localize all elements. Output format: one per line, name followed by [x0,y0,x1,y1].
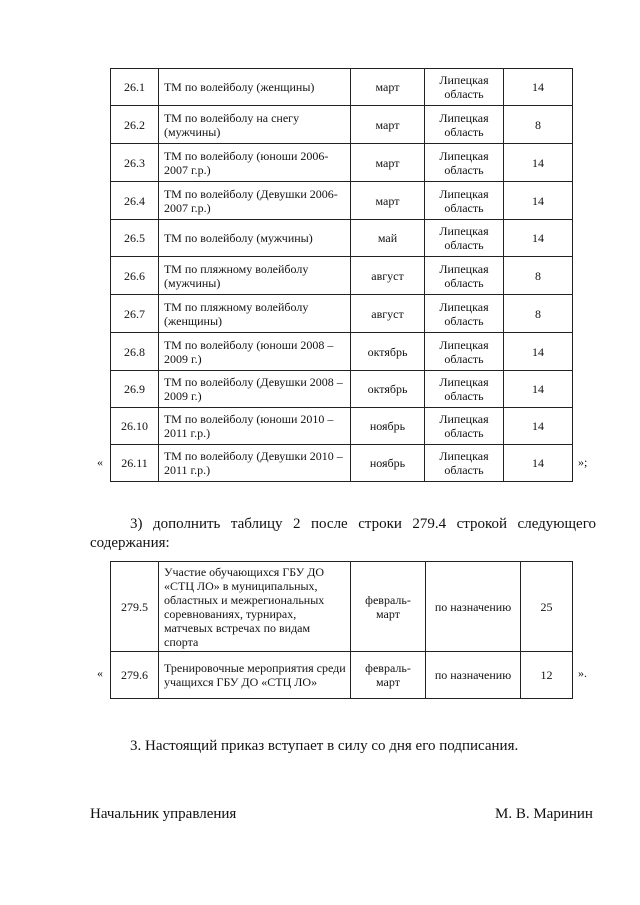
event-month: август [351,257,425,295]
event-place [425,220,504,257]
event-name: ТМ по волейболу (Девушки 2008 – 2009 г.) [159,371,351,408]
table-row [111,257,573,295]
event-place [425,295,504,333]
table-row [111,333,573,371]
participation-table [110,561,573,699]
event-place-line: область [444,275,484,290]
participant-count: 14 [504,408,573,445]
event-place [425,445,504,482]
event-month: май [351,220,425,257]
row-number: 26.9 [111,371,159,408]
event-place-line: область [444,351,484,366]
event-place-line: область [444,463,484,477]
event-month: ноябрь [351,445,425,482]
participant-count: 14 [504,445,573,482]
event-month: август [351,295,425,333]
close-quote-2: ». [578,666,587,680]
event-place-line: Липецкая [439,186,489,201]
event-month: март [351,106,425,144]
row-number: 279.6 [111,652,159,699]
event-month-line: март [376,675,400,689]
event-name: ТМ по волейболу (юноши 2006-2007 г.р.) [159,144,351,182]
event-place-line: Липецкая [439,110,489,125]
signatory-name: М. В. Маринин [495,806,593,822]
event-place-line: Липецкая [439,449,489,463]
event-month: март [351,182,425,220]
event-place-line: Липецкая [439,148,489,163]
event-place-line: область [444,87,484,101]
event-name: ТМ по волейболу (женщины) [159,69,351,106]
effective-date-clause: 3. Настоящий приказ вступает в силу со дня его подписания. [130,738,519,754]
participant-count: 14 [504,333,573,371]
row-number: 26.10 [111,408,159,445]
table-row [111,562,573,652]
signatory-position: Начальник управления [90,806,237,822]
event-place-line: область [444,124,484,139]
event-place-line: Липецкая [439,73,489,87]
event-name: ТМ по волейболу (Девушки 2010 – 2011 г.р.) [159,445,351,482]
participant-count: 14 [504,144,573,182]
row-number: 279.5 [111,562,159,652]
event-month-line: февраль- [365,661,411,675]
row-number: 26.11 [111,445,159,482]
table-row [111,652,573,699]
table-row [111,295,573,333]
event-place: по назначению [426,562,521,652]
event-month-line: март [376,606,400,621]
event-month: март [351,144,425,182]
participant-count: 14 [504,182,573,220]
event-place [425,257,504,295]
event-place-line: Липецкая [439,337,489,352]
participant-count: 14 [504,220,573,257]
event-month: октябрь [351,333,425,371]
participant-count: 25 [521,562,573,652]
row-number: 26.5 [111,220,159,257]
event-place-line: Липецкая [439,261,489,276]
table-row [111,220,573,257]
event-place-line: область [444,426,484,440]
table-row [111,371,573,408]
event-month [351,562,426,652]
event-place [425,106,504,144]
event-place-line: область [444,389,484,403]
event-name: ТМ по волейболу (Девушки 2006-2007 г.р.) [159,182,351,220]
table-row [111,144,573,182]
row-number: 26.2 [111,106,159,144]
sports-events-table [110,68,573,482]
row-number: 26.1 [111,69,159,106]
event-month: март [351,69,425,106]
event-month: ноябрь [351,408,425,445]
row-number: 26.6 [111,257,159,295]
event-month: октябрь [351,371,425,408]
participant-count: 14 [504,371,573,408]
participant-count: 8 [504,106,573,144]
event-name: ТМ по пляжному волейболу (женщины) [159,295,351,333]
event-name: Участие обучающихся ГБУ ДО «СТЦ ЛО» в муниципальных, областных и межрегиональных соревнованиях, турнирах, матчевых встречах по видам спорта [159,562,351,652]
event-place-line: область [444,238,484,252]
table-row [111,106,573,144]
event-place [425,182,504,220]
row-number: 26.3 [111,144,159,182]
row-number: 26.8 [111,333,159,371]
participant-count: 8 [504,295,573,333]
row-number: 26.4 [111,182,159,220]
event-place-line: область [444,200,484,215]
participant-count: 14 [504,69,573,106]
event-place: по назначению [426,652,521,699]
event-place [425,144,504,182]
event-name: ТМ по волейболу (юноши 2008 – 2009 г.) [159,333,351,371]
event-place [425,408,504,445]
event-name: ТМ по волейболу (мужчины) [159,220,351,257]
participant-count: 12 [521,652,573,699]
event-name: ТМ по волейболу на снегу (мужчины) [159,106,351,144]
open-quote-2: « [97,666,103,680]
event-month-line: февраль- [365,592,411,607]
event-place-line: Липецкая [439,224,489,238]
table-row [111,182,573,220]
event-name: ТМ по волейболу (юноши 2010 – 2011 г.р.) [159,408,351,445]
open-quote: « [97,455,103,469]
event-place [425,333,504,371]
table-row [111,408,573,445]
event-place-line: область [444,162,484,177]
close-quote: »; [578,455,588,469]
event-place-line: Липецкая [439,412,489,426]
participant-count: 8 [504,257,573,295]
event-place [425,371,504,408]
row-number: 26.7 [111,295,159,333]
event-place [425,69,504,106]
event-place-line: Липецкая [439,299,489,314]
amendment-paragraph: 3) дополнить таблицу 2 после строки 279.4 строкой следующего содержания: [90,516,596,551]
event-place-line: Липецкая [439,375,489,389]
event-place-line: область [444,313,484,328]
table-row [111,445,573,482]
event-name: ТМ по пляжному волейболу (мужчины) [159,257,351,295]
table-row [111,69,573,106]
event-name: Тренировочные мероприятия среди учащихся ГБУ ДО «СТЦ ЛО» [159,652,351,699]
event-month [351,652,426,699]
